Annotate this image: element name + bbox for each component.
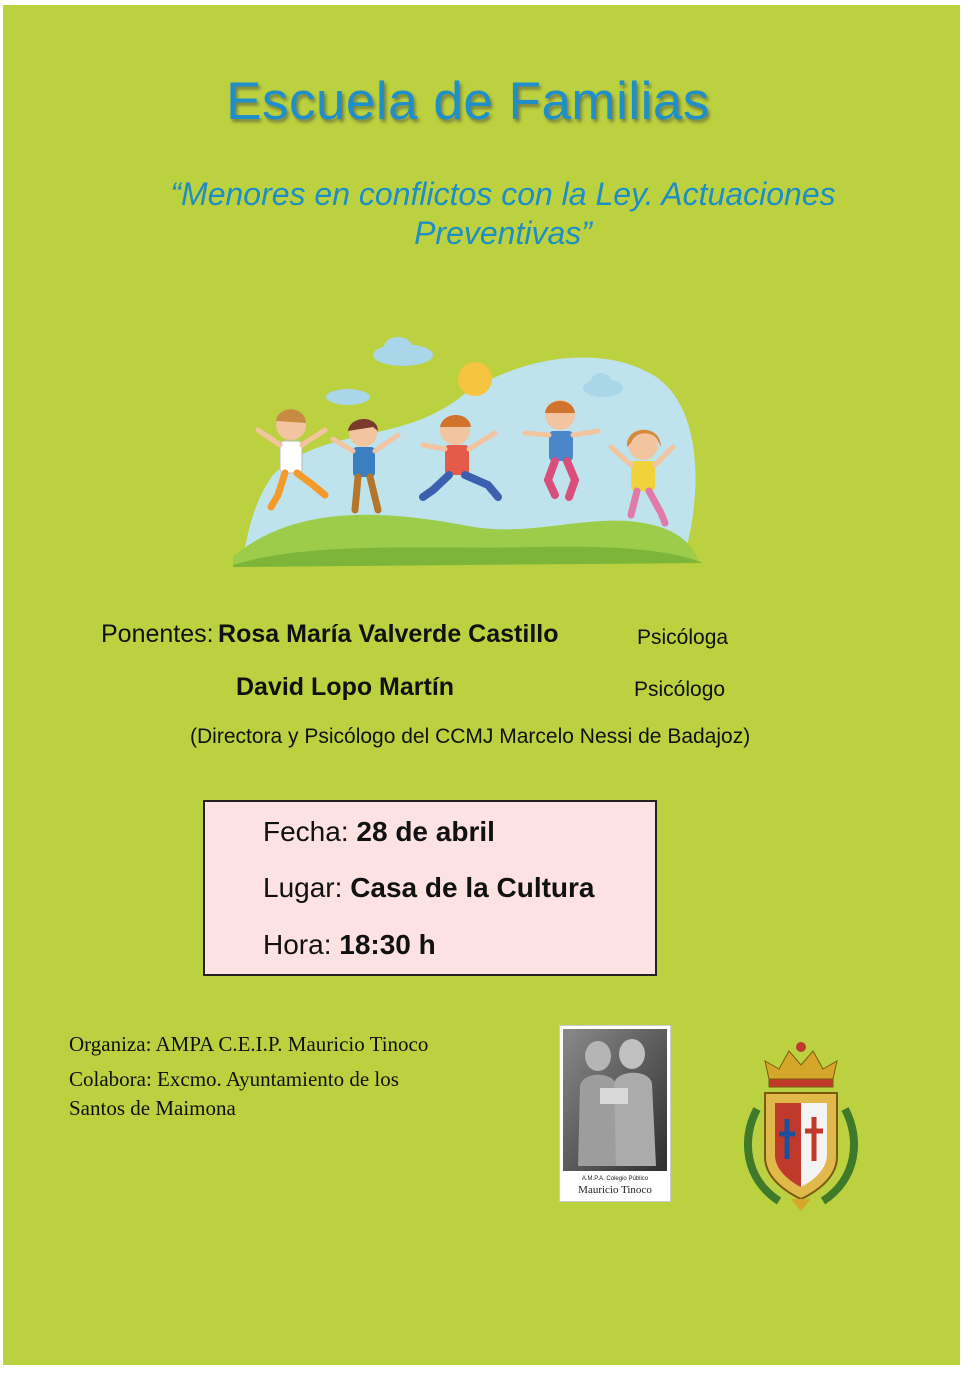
statue-photo: [560, 1026, 670, 1174]
poster: [3, 5, 960, 1365]
ampa-logo: [559, 1025, 671, 1202]
speakers-label: Ponentes:: [101, 620, 214, 648]
children-jumping-illustration: [233, 335, 713, 575]
date-value: 28 de abril: [356, 816, 495, 847]
speaker-name-2: David Lopo Martín: [236, 673, 455, 701]
ampa-caption-small: A.M.P.A. Colegio Público: [581, 1176, 649, 1182]
date-label: Fecha:: [263, 816, 349, 847]
ampa-caption: Mauricio Tinoco: [578, 1184, 652, 1196]
organizers: [69, 1030, 529, 1123]
event-info-box: [203, 800, 657, 976]
speakers-note: (Directora y Psicólogo del CCMJ Marcelo Nessi de Badajoz): [190, 725, 751, 748]
speaker-role-2: Psicólogo: [634, 678, 726, 701]
organiza-line: Organiza: AMPA C.E.I.P. Mauricio Tinoco: [69, 1032, 429, 1056]
colabora-line-2: Santos de Maimona: [69, 1096, 236, 1120]
speaker-row-1: [101, 620, 558, 649]
subtitle: [153, 175, 853, 253]
event-time: [263, 929, 436, 961]
colabora-line-1: Colabora: Excmo. Ayuntamiento de los: [69, 1067, 399, 1091]
time-label: Hora:: [263, 929, 332, 960]
speaker-role-1: Psicóloga: [637, 626, 729, 649]
place-value: Casa de la Cultura: [350, 872, 595, 903]
page-title: Escuela de Familias: [226, 72, 710, 131]
subtitle-line-1: “Menores en conflictos con la Ley. Actuaciones: [170, 176, 836, 212]
event-place: [263, 872, 595, 904]
place-label: Lugar:: [263, 872, 343, 903]
event-date: [263, 816, 495, 848]
coat-of-arms-icon: [739, 1039, 863, 1215]
subtitle-line-2: Preventivas”: [414, 215, 592, 251]
speaker-name-1: Rosa María Valverde Castillo: [218, 620, 559, 648]
time-value: 18:30 h: [339, 929, 436, 960]
